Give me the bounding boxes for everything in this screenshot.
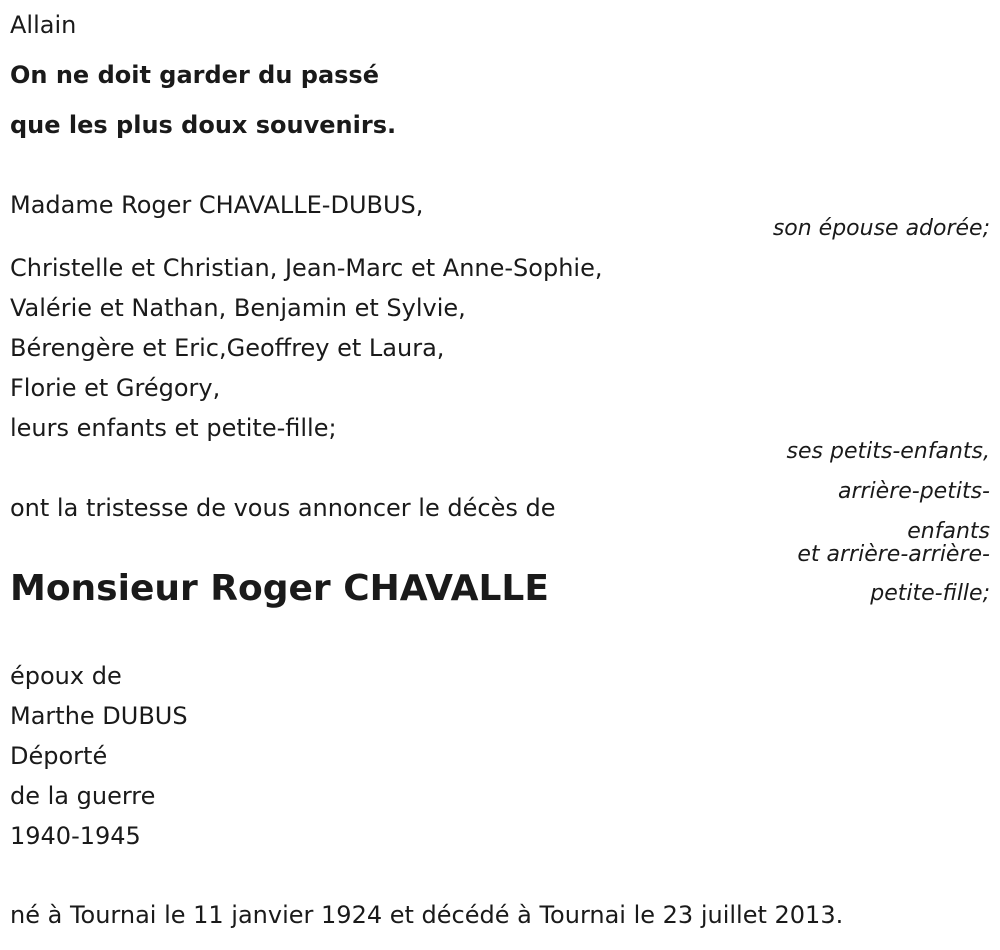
details-line: Marthe DUBUS — [10, 702, 188, 730]
grandchildren-note-5: petite-fille; — [870, 581, 990, 606]
children-list — [10, 248, 602, 448]
grandchildren-note-4: et arrière-arrière- — [797, 542, 990, 567]
details-list — [10, 656, 188, 856]
children-line: Christelle et Christian, Jean-Marc et Anne-Sophie, — [10, 254, 603, 282]
announcement-text: ont la tristesse de vous annoncer le décès de — [10, 494, 556, 522]
details-line: époux de — [10, 662, 122, 690]
details-line: Déporté — [10, 742, 108, 770]
quote-line-2: que les plus doux souvenirs. — [10, 111, 397, 139]
children-line: Valérie et Nathan, Benjamin et Sylvie, — [10, 294, 466, 322]
grandchildren-note-3: enfants — [907, 519, 990, 544]
spouse-relation: son épouse adorée; — [772, 216, 990, 241]
family-name: Allain — [10, 11, 77, 39]
children-line: leurs enfants et petite-fille; — [10, 414, 337, 442]
birth-death-line: né à Tournai le 11 janvier 1924 et décédé à Tournai le 23 juillet 2013. — [10, 901, 844, 929]
children-line: Bérengère et Eric,Geoffrey et Laura, — [10, 334, 445, 362]
quote-line-1: On ne doit garder du passé — [10, 61, 379, 89]
grandchildren-note-1: ses petits-enfants, — [786, 439, 990, 464]
grandchildren-note-2: arrière-petits- — [837, 479, 990, 504]
details-line: de la guerre — [10, 782, 156, 810]
children-line: Florie et Grégory, — [10, 374, 221, 402]
deceased-name: Monsieur Roger CHAVALLE — [10, 568, 549, 609]
spouse-name: Madame Roger CHAVALLE-DUBUS, — [10, 191, 424, 219]
details-line: 1940-1945 — [10, 822, 141, 850]
